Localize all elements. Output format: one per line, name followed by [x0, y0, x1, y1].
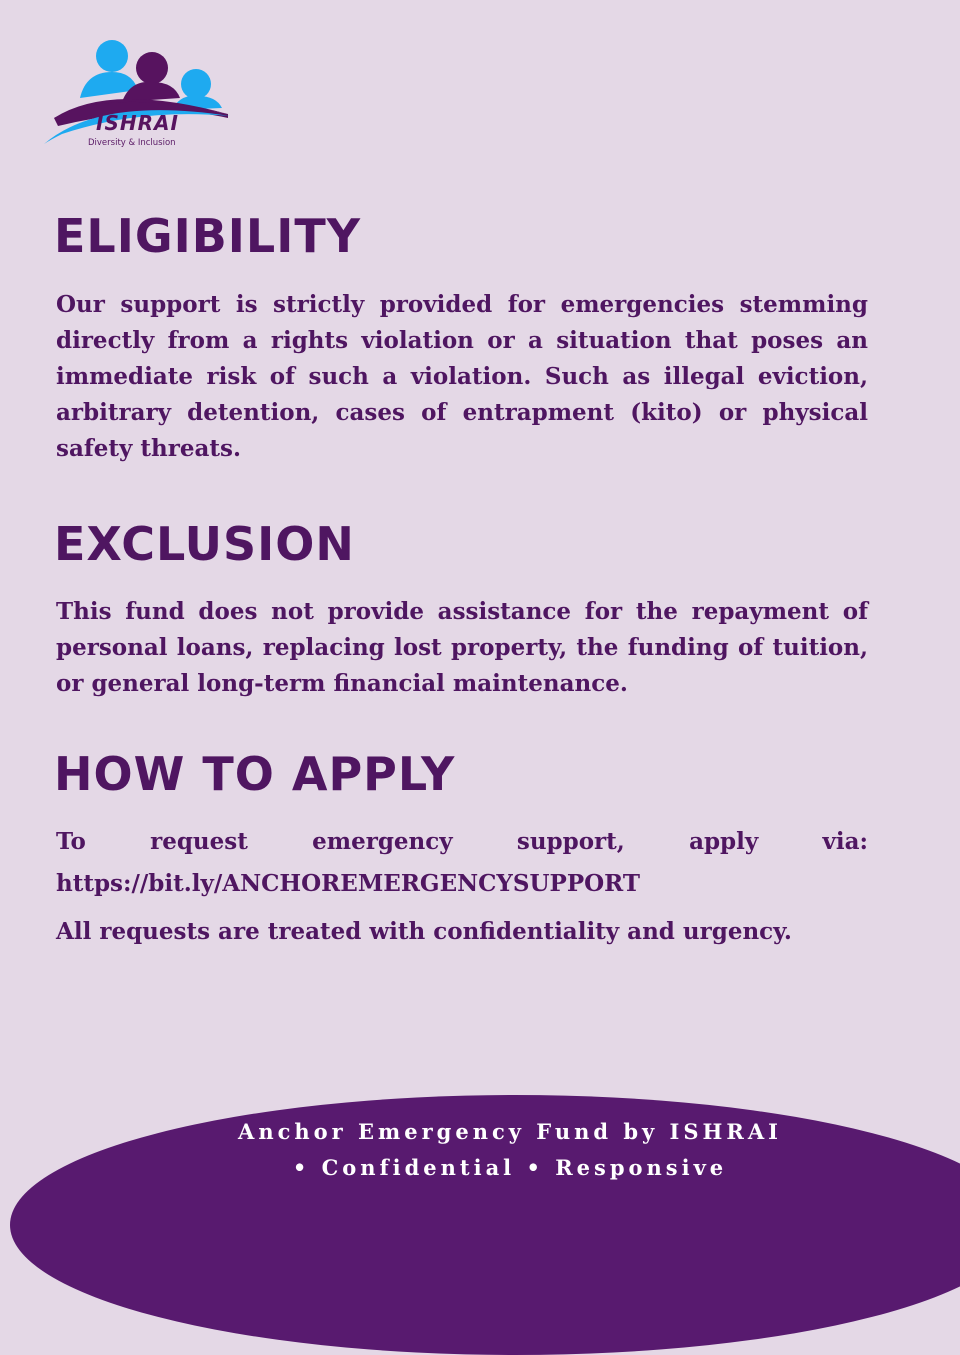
ishrai-logo [40, 36, 236, 156]
eligibility-body: Our support is strictly provided for emergencies stemming directly from a rights violation or a situation that poses an immediate risk of such a violation. Such as illegal eviction, arbitrary detention, cases of entrapment (kito) or physical safety threats. [56, 291, 868, 462]
confidentiality-note: All requests are treated with confidentiality and urgency. [56, 918, 792, 945]
eligibility-heading: ELIGIBILITY [54, 209, 362, 263]
footer-text [0, 1114, 960, 1186]
footer-line-2: • Confidential • Responsive [292, 1155, 728, 1180]
apply-word: To [56, 828, 86, 855]
apply-word: apply [689, 828, 759, 855]
apply-word: request [150, 828, 248, 855]
apply-link[interactable]: https://bit.ly/ANCHOREMERGENCYSUPPORT [56, 870, 640, 897]
apply-word: via: [822, 828, 868, 855]
apply-word: support, [516, 828, 625, 855]
apply-instruction [56, 824, 868, 860]
footer-line-1: Anchor Emergency Fund by ISHRAI [238, 1119, 782, 1144]
exclusion-body: This fund does not provide assistance for the repayment of personal loans, replacing lost property, the funding of tuition, or general long-term financial maintenance. [56, 598, 868, 697]
how-to-apply-heading: HOW TO APPLY [54, 747, 456, 801]
logo-title: ISHRAI [96, 111, 179, 135]
logo-tagline: Diversity & Inclusion [88, 138, 176, 148]
apply-word: emergency [312, 828, 453, 855]
exclusion-heading: EXCLUSION [54, 517, 355, 571]
